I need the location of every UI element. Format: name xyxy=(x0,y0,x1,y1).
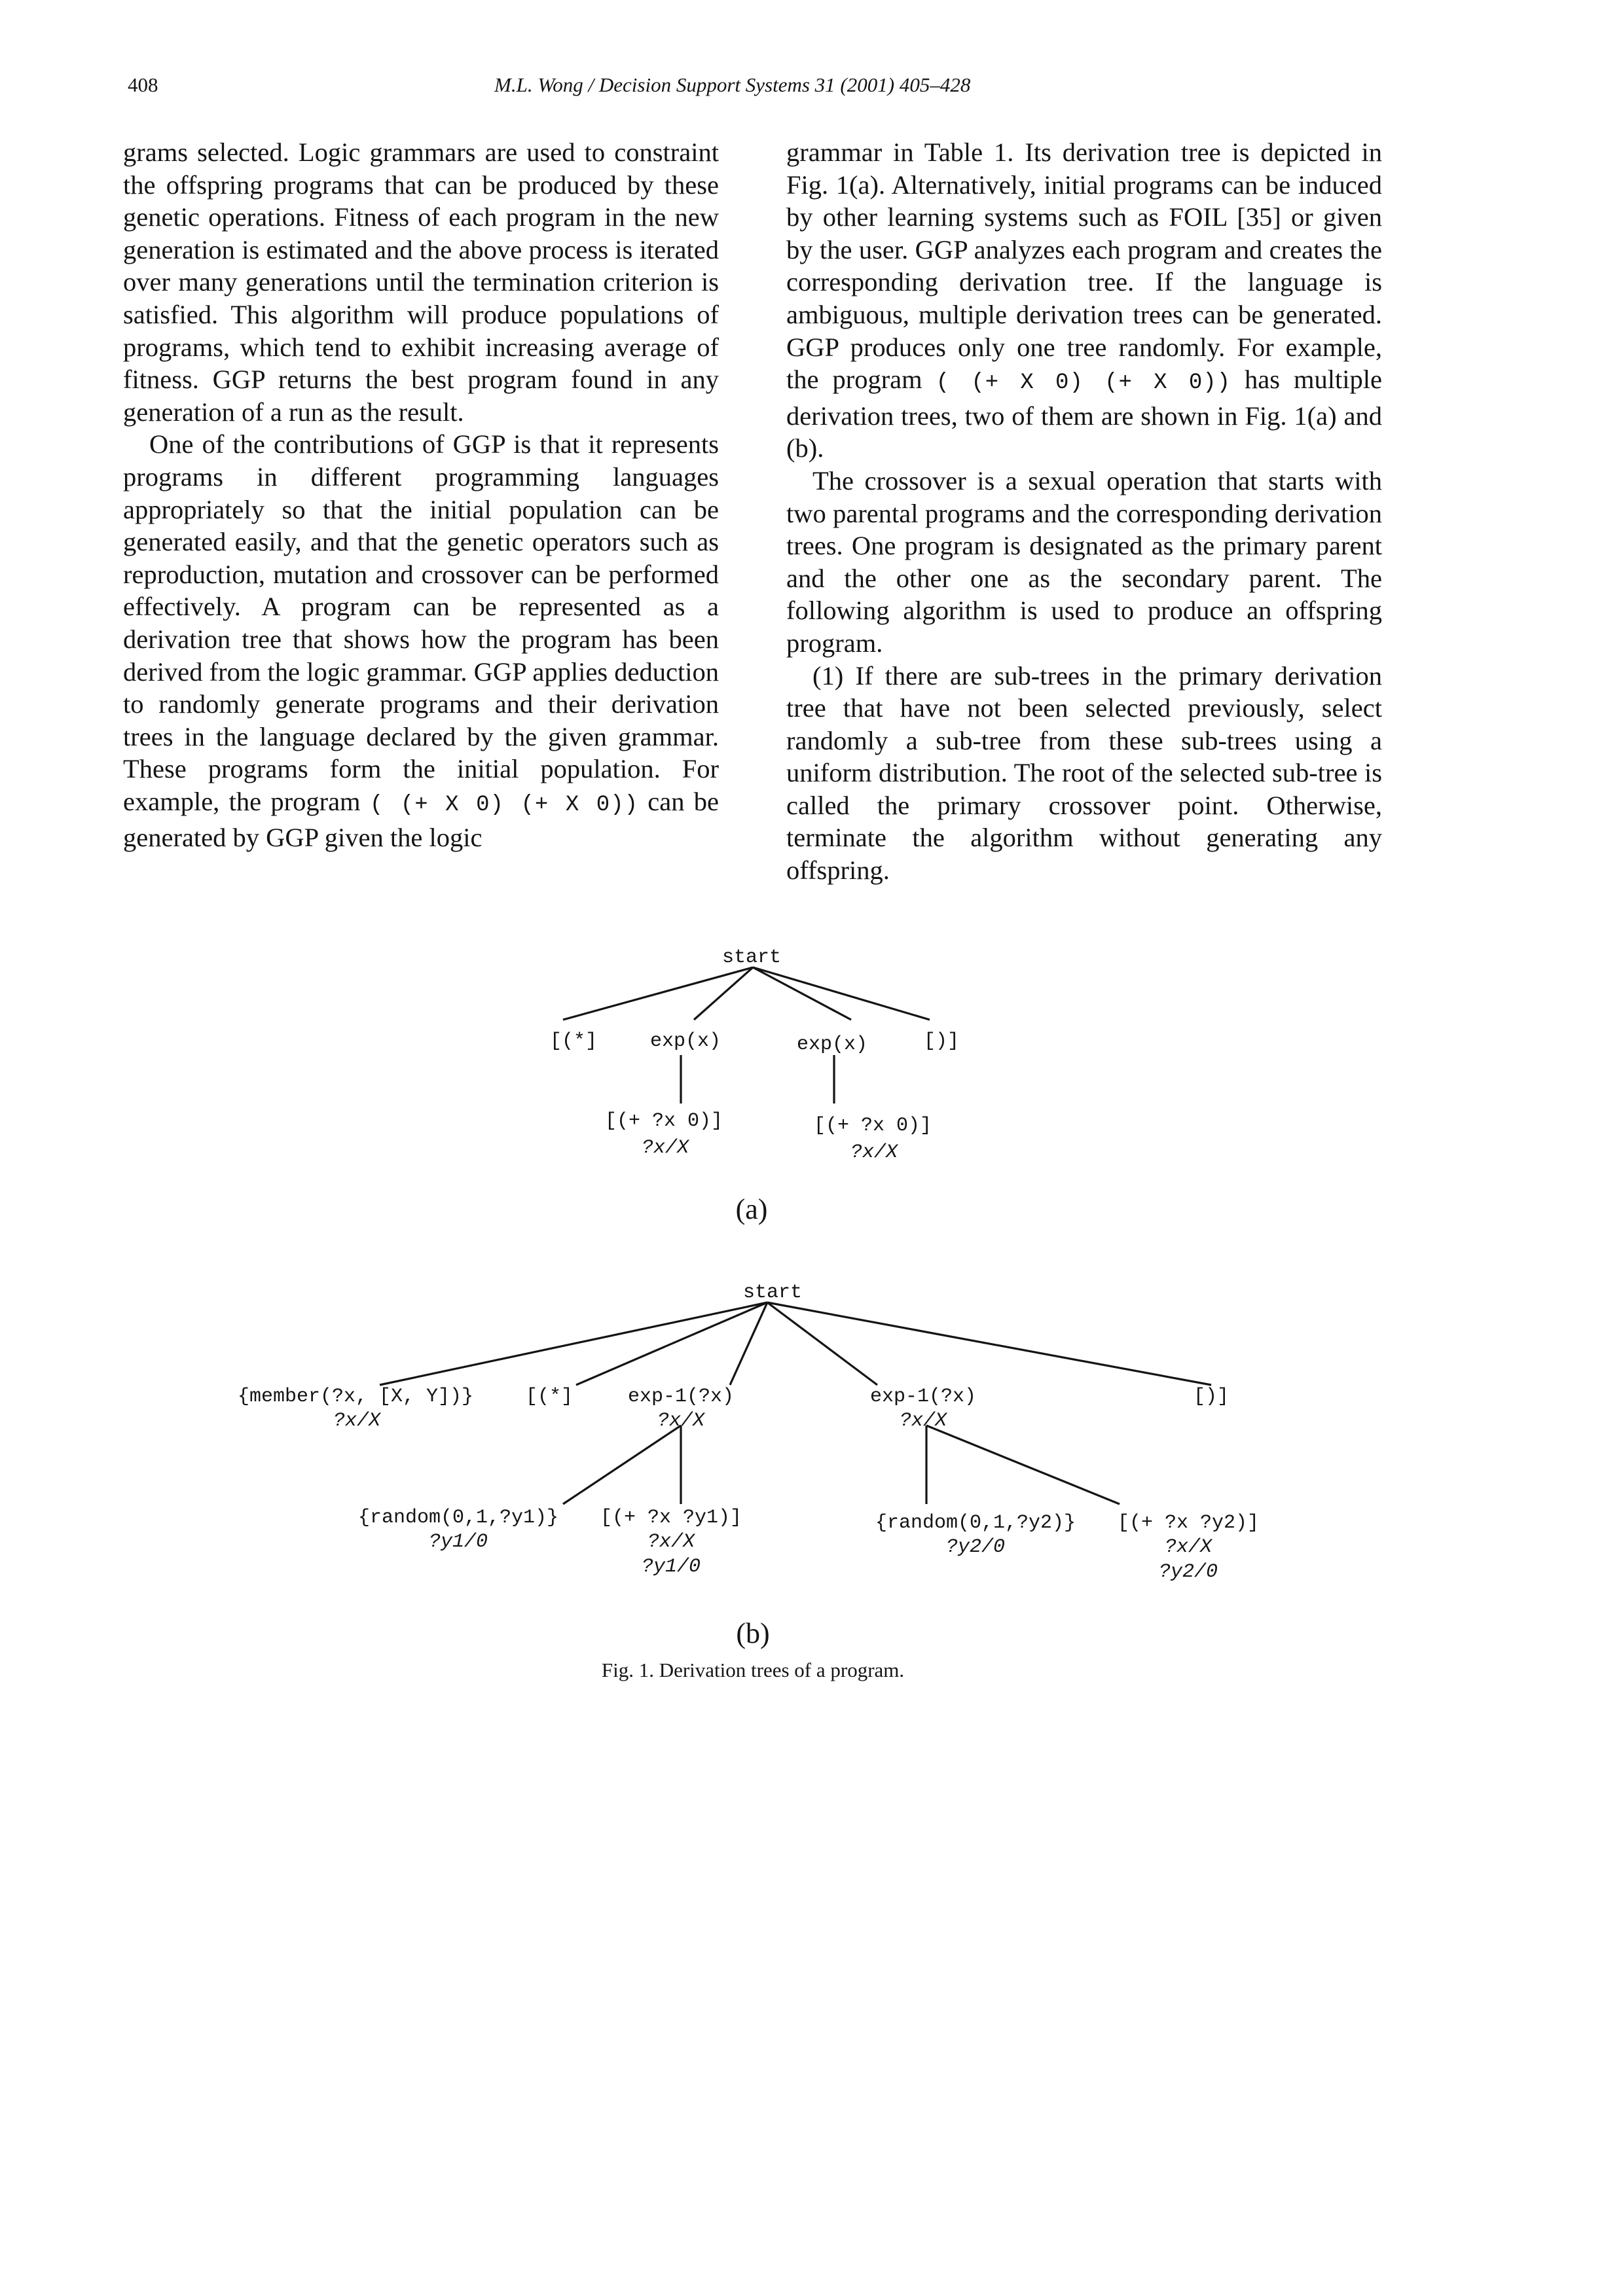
tree-b-substitution: ?y2/0 xyxy=(1158,1561,1218,1583)
tree-b-node: {member(?x, [X, Y])} xyxy=(237,1386,474,1408)
right-column xyxy=(786,136,1382,887)
tree-a-edges xyxy=(563,967,930,1103)
paragraph: grams selected. Logic grammars are used to constraint the offspring programs that can be produced by these genetic operations. Fitness of each program in the new generation is estimated and the above process is iterated over many generations until the termination criterion is satisfied. This algorithm will produce populations of programs, which tend to exhibit increasing average of fitness. GGP returns the best program found in any generation of a run as the result. xyxy=(123,137,719,427)
text-run: grammar in Table 1. Its derivation tree is depicted in Fig. 1(a). Alternatively, initial programs can be induced by other learning systems such as FOIL [35] or given by the user. GGP analyzes each program and creates the corresponding derivation tree. If the language is ambiguous, multiple derivation trees can be generated. GGP produces only one tree randomly. For example, the program xyxy=(786,137,1382,395)
tree-b-node: exp-1(?x) xyxy=(627,1386,735,1408)
tree-a-node: [)] xyxy=(923,1030,960,1052)
paragraph xyxy=(786,136,1382,465)
panel-label-b: (b) xyxy=(736,1617,770,1649)
code-inline: ( (+ X 0) (+ X 0)) xyxy=(369,792,638,817)
page-header xyxy=(128,73,1391,106)
tree-a-substitution: ?x/X xyxy=(641,1137,689,1159)
running-head: M.L. Wong / Decision Support Systems 31 (2001) 405–428 xyxy=(494,73,971,96)
figure-caption: Fig. 1. Derivation trees of a program. xyxy=(601,1659,905,1681)
tree-a-node: exp(x) xyxy=(796,1033,868,1056)
tree-b-substitution: ?x/X xyxy=(1164,1536,1213,1558)
tree-b-leaf: {random(0,1,?y2)} xyxy=(875,1512,1076,1534)
paragraph xyxy=(123,428,719,854)
tree-b-node: exp-1(?x) xyxy=(869,1386,977,1408)
tree-b-edges xyxy=(380,1302,1211,1504)
tree-b-node: [)] xyxy=(1193,1386,1230,1408)
tree-a-node: [(*] xyxy=(549,1030,598,1052)
tree-b-leaf: [(+ ?x ?y1)] xyxy=(600,1507,742,1529)
tree-b-substitution: ?x/X xyxy=(647,1531,695,1553)
tree-b-substitution: ?x/X xyxy=(657,1410,705,1432)
tree-b-root: start xyxy=(742,1282,803,1304)
tree-b-leaf: [(+ ?x ?y2)] xyxy=(1117,1512,1260,1534)
tree-b-substitution: ?y1/0 xyxy=(641,1556,701,1578)
page-number: 408 xyxy=(128,73,158,96)
tree-a-root: start xyxy=(721,946,782,969)
tree-b-leaf: {random(0,1,?y1)} xyxy=(357,1507,559,1529)
tree-b-substitution: ?y1/0 xyxy=(428,1531,488,1553)
tree-b-node: [(*] xyxy=(525,1386,574,1408)
code-inline: ( (+ X 0) (+ X 0)) xyxy=(936,370,1231,396)
text-run: can be generated by GGP given the logic xyxy=(123,786,719,853)
paragraph: The crossover is a sexual operation that starts with two parental programs and the corresponding derivation trees. One program is designated as the primary parent and the other one as the secondary parent. The following algorithm is used to produce an offspring program. xyxy=(786,465,1382,658)
paragraph: (1) If there are sub-trees in the primary derivation tree that have not been selected previously, select randomly a sub-tree from these sub-trees using a uniform distribution. The root of the selected sub-tree is called the primary crossover point. Otherwise, terminate the algorithm without generating any offspring. xyxy=(786,660,1382,886)
tree-b-substitution: ?x/X xyxy=(899,1410,947,1432)
tree-a-leaf: [(+ ?x 0)] xyxy=(813,1115,932,1137)
tree-a-leaf: [(+ ?x 0)] xyxy=(604,1110,723,1132)
tree-b-substitution: ?x/X xyxy=(333,1410,381,1432)
text-run: has multiple derivation trees, two of them are shown in Fig. 1(a) and (b). xyxy=(786,365,1382,463)
tree-a-node: exp(x) xyxy=(649,1030,721,1052)
tree-a-substitution: ?x/X xyxy=(850,1141,898,1164)
text-run: One of the contributions of GGP is that it represents programs in different programming languages appropriately so that the initial population can be generated easily, and that the genetic operators such as reproduction, mutation and crossover can be performed effectively. A program can be represented as a derivation tree that shows how the program has been derived from the logic grammar. GGP applies deduction to randomly generate programs and their derivation trees in the language declared by the given grammar. These programs form the initial population. For example, the program xyxy=(123,429,719,816)
left-column xyxy=(123,136,719,854)
panel-label-a: (a) xyxy=(735,1193,768,1225)
tree-b-substitution: ?y2/0 xyxy=(945,1536,1006,1558)
